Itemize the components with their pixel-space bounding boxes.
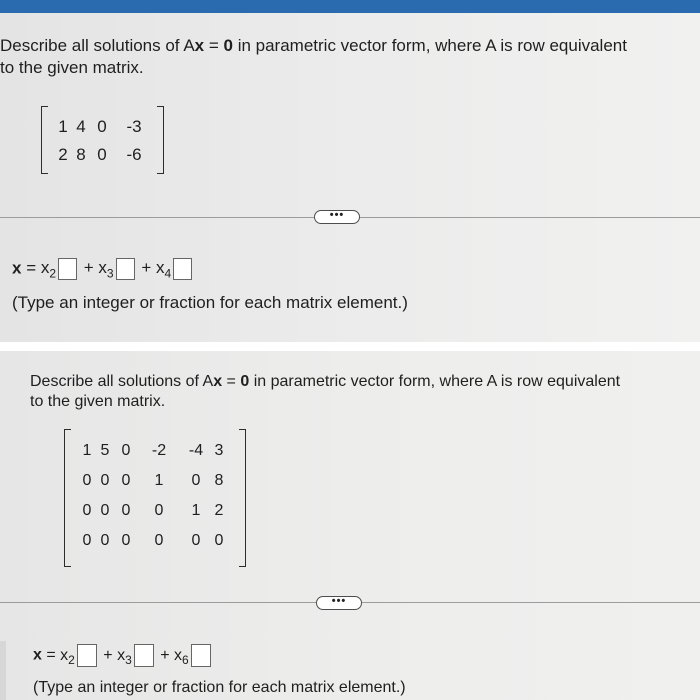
question-start: Describe all solutions of A (0, 36, 195, 55)
question-end: in parametric vector form, where A is row equivalent (232, 36, 627, 55)
matrix-cell: 8 (76, 145, 86, 164)
question-line-1 (30, 372, 620, 392)
matrix-right-bracket (157, 106, 164, 174)
matrix-cell: 1 (191, 502, 201, 519)
answer-input-box[interactable] (134, 644, 154, 667)
matrix-cell: 0 (121, 472, 131, 489)
matrix-entries (54, 113, 154, 169)
top-bar (0, 0, 700, 13)
solution-x-label: x (33, 646, 42, 664)
problem-panel-1 (0, 0, 700, 342)
question-text (0, 35, 627, 79)
matrix-cell: 0 (100, 532, 110, 549)
coefficient-matrix (41, 106, 164, 174)
matrix-cell: 0 (82, 532, 92, 549)
matrix-entries (78, 436, 226, 556)
solution-x-label: x (12, 258, 22, 278)
question-text (30, 372, 620, 412)
matrix-left-bracket (41, 106, 48, 174)
question-x: x (194, 36, 205, 55)
matrix-cell: 0 (214, 532, 224, 549)
answer-input-box[interactable] (116, 258, 135, 280)
matrix-cell: 2 (214, 502, 224, 519)
question-zero: 0 (240, 373, 250, 390)
hint-text: (Type an integer or fraction for each matrix element.) (33, 679, 406, 696)
solution-line (33, 644, 213, 667)
term-label: $x_2$ (40, 258, 57, 281)
matrix-cell: -4 (188, 442, 204, 459)
matrix-cell: 1 (154, 472, 164, 489)
matrix-cell: 0 (82, 502, 92, 519)
matrix-cell: 0 (100, 502, 110, 519)
matrix-cell: 5 (100, 442, 110, 459)
matrix-cell: 1 (58, 117, 68, 136)
screenshot-separator (0, 342, 700, 351)
more-options-button[interactable]: ••• (316, 596, 362, 610)
answer-input-box[interactable] (173, 258, 192, 280)
question-end: in parametric vector form, where A is row equivalent (249, 373, 621, 390)
matrix-cell: 0 (97, 145, 107, 164)
problem-panel-2 (0, 351, 700, 700)
answer-input-box[interactable] (77, 644, 97, 667)
question-line-2: to the given matrix. (0, 58, 144, 77)
matrix-cell: 0 (154, 532, 164, 549)
question-line-2: to the given matrix. (30, 393, 166, 410)
matrix-cell: -2 (151, 442, 167, 459)
question-equals: = (222, 373, 241, 390)
solution-equals: = (41, 646, 61, 664)
term-label: + $x_3$ (79, 258, 114, 281)
matrix-cell: 3 (214, 442, 224, 459)
matrix-right-bracket (239, 429, 246, 567)
question-start: Describe all solutions of A (30, 373, 214, 390)
left-edge-shadow (0, 641, 6, 700)
matrix-cell: 0 (100, 472, 110, 489)
matrix-cell: 0 (82, 472, 92, 489)
term-label: $x_2$ (60, 646, 75, 667)
question-line-1 (0, 35, 627, 57)
matrix-cell: 0 (191, 472, 201, 489)
more-options-button[interactable]: ••• (314, 210, 360, 224)
question-zero: 0 (223, 36, 233, 55)
term-label: + $x_6$ (155, 646, 189, 667)
matrix-cell: 0 (97, 117, 107, 136)
matrix-cell: 1 (82, 442, 92, 459)
matrix-cell: 0 (121, 532, 131, 549)
matrix-cell: 0 (121, 502, 131, 519)
matrix-cell: -3 (126, 117, 142, 136)
question-x: x (213, 373, 223, 390)
hint-text: (Type an integer or fraction for each matrix element.) (12, 293, 408, 312)
matrix-left-bracket (64, 429, 71, 567)
matrix-cell: 0 (154, 502, 164, 519)
answer-input-box[interactable] (58, 258, 77, 280)
matrix-cell: 2 (58, 145, 68, 164)
matrix-cell: 4 (76, 117, 86, 136)
matrix-cell: 0 (121, 442, 131, 459)
matrix-cell: 0 (191, 532, 201, 549)
question-equals: = (204, 36, 224, 55)
answer-input-box[interactable] (191, 644, 211, 667)
solution-equals: = (21, 258, 41, 278)
term-label: + $x_4$ (136, 258, 172, 281)
coefficient-matrix (64, 429, 246, 567)
solution-line (12, 258, 194, 281)
matrix-cell: -6 (126, 145, 142, 164)
matrix-cell: 8 (214, 472, 224, 489)
term-label: + $x_3$ (98, 646, 132, 667)
